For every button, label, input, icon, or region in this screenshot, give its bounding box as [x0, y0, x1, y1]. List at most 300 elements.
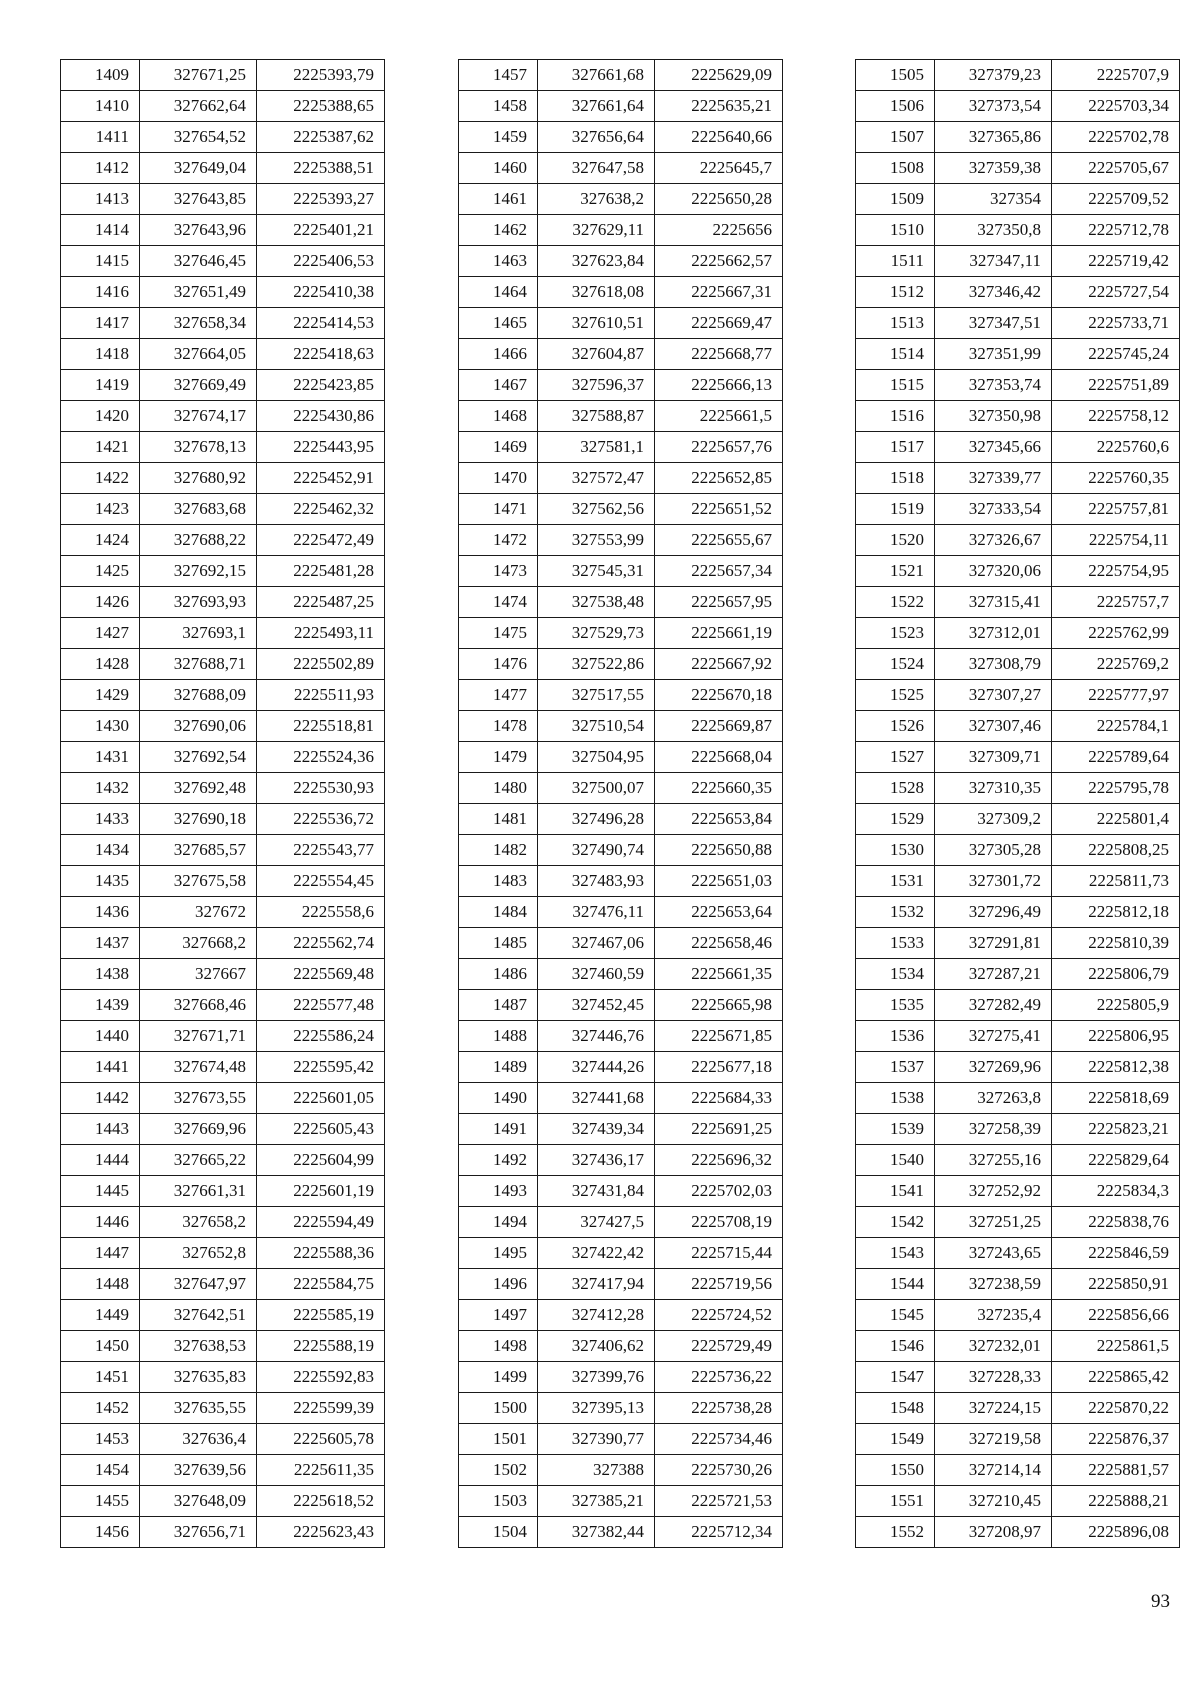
point-number-cell: 1517	[856, 432, 935, 463]
table-row	[459, 959, 783, 990]
x-coordinate-cell: 327255,16	[935, 1145, 1052, 1176]
point-number-cell: 1548	[856, 1393, 935, 1424]
x-coordinate-cell: 327636,4	[140, 1424, 257, 1455]
table-row	[856, 1021, 1180, 1052]
table-row	[856, 122, 1180, 153]
y-coordinate-cell: 2225757,81	[1052, 494, 1180, 525]
y-coordinate-cell: 2225806,95	[1052, 1021, 1180, 1052]
y-coordinate-cell: 2225691,25	[655, 1114, 783, 1145]
table-row	[459, 556, 783, 587]
point-number-cell: 1494	[459, 1207, 538, 1238]
x-coordinate-cell: 327232,01	[935, 1331, 1052, 1362]
y-coordinate-cell: 2225558,6	[257, 897, 385, 928]
x-coordinate-cell: 327661,31	[140, 1176, 257, 1207]
y-coordinate-cell: 2225511,93	[257, 680, 385, 711]
y-coordinate-cell: 2225452,91	[257, 463, 385, 494]
table-row	[61, 122, 385, 153]
point-number-cell: 1455	[61, 1486, 140, 1517]
y-coordinate-cell: 2225443,95	[257, 432, 385, 463]
point-number-cell: 1446	[61, 1207, 140, 1238]
y-coordinate-cell: 2225758,12	[1052, 401, 1180, 432]
table-row	[61, 1083, 385, 1114]
point-number-cell: 1414	[61, 215, 140, 246]
x-coordinate-cell: 327315,41	[935, 587, 1052, 618]
point-number-cell: 1421	[61, 432, 140, 463]
table-row	[459, 1486, 783, 1517]
y-coordinate-cell: 2225530,93	[257, 773, 385, 804]
table-row	[61, 928, 385, 959]
y-coordinate-cell: 2225524,36	[257, 742, 385, 773]
x-coordinate-cell: 327307,27	[935, 680, 1052, 711]
point-number-cell: 1417	[61, 308, 140, 339]
x-coordinate-cell: 327690,18	[140, 804, 257, 835]
point-number-cell: 1473	[459, 556, 538, 587]
table-row	[856, 711, 1180, 742]
point-number-cell: 1485	[459, 928, 538, 959]
point-number-cell: 1431	[61, 742, 140, 773]
x-coordinate-cell: 327656,71	[140, 1517, 257, 1548]
y-coordinate-cell: 2225712,34	[655, 1517, 783, 1548]
table-row	[61, 649, 385, 680]
table-row	[61, 711, 385, 742]
x-coordinate-cell: 327224,15	[935, 1393, 1052, 1424]
table-row	[61, 184, 385, 215]
table-row	[459, 618, 783, 649]
x-coordinate-cell: 327431,84	[538, 1176, 655, 1207]
point-number-cell: 1477	[459, 680, 538, 711]
x-coordinate-cell: 327309,2	[935, 804, 1052, 835]
point-number-cell: 1441	[61, 1052, 140, 1083]
table-row	[856, 401, 1180, 432]
point-number-cell: 1418	[61, 339, 140, 370]
x-coordinate-cell: 327635,83	[140, 1362, 257, 1393]
point-number-cell: 1467	[459, 370, 538, 401]
x-coordinate-cell: 327214,14	[935, 1455, 1052, 1486]
table-row	[459, 773, 783, 804]
point-number-cell: 1523	[856, 618, 935, 649]
y-coordinate-cell: 2225734,46	[655, 1424, 783, 1455]
table-row	[856, 339, 1180, 370]
y-coordinate-cell: 2225806,79	[1052, 959, 1180, 990]
y-coordinate-cell: 2225661,5	[655, 401, 783, 432]
y-coordinate-cell: 2225584,75	[257, 1269, 385, 1300]
y-coordinate-cell: 2225401,21	[257, 215, 385, 246]
y-coordinate-cell: 2225671,85	[655, 1021, 783, 1052]
table-row	[61, 494, 385, 525]
y-coordinate-cell: 2225712,78	[1052, 215, 1180, 246]
y-coordinate-cell: 2225808,25	[1052, 835, 1180, 866]
y-coordinate-cell: 2225810,39	[1052, 928, 1180, 959]
y-coordinate-cell: 2225601,05	[257, 1083, 385, 1114]
point-number-cell: 1505	[856, 60, 935, 91]
x-coordinate-cell: 327693,1	[140, 618, 257, 649]
table-row	[459, 897, 783, 928]
table-row	[61, 1455, 385, 1486]
table-row	[459, 649, 783, 680]
point-number-cell: 1532	[856, 897, 935, 928]
y-coordinate-cell: 2225715,44	[655, 1238, 783, 1269]
x-coordinate-cell: 327446,76	[538, 1021, 655, 1052]
point-number-cell: 1423	[61, 494, 140, 525]
y-coordinate-cell: 2225418,63	[257, 339, 385, 370]
x-coordinate-cell: 327674,17	[140, 401, 257, 432]
y-coordinate-cell: 2225629,09	[655, 60, 783, 91]
point-number-cell: 1412	[61, 153, 140, 184]
point-number-cell: 1495	[459, 1238, 538, 1269]
y-coordinate-cell: 2225888,21	[1052, 1486, 1180, 1517]
x-coordinate-cell: 327339,77	[935, 463, 1052, 494]
x-coordinate-cell: 327529,73	[538, 618, 655, 649]
table-row	[459, 432, 783, 463]
table-row	[61, 215, 385, 246]
x-coordinate-cell: 327296,49	[935, 897, 1052, 928]
point-number-cell: 1476	[459, 649, 538, 680]
point-number-cell: 1534	[856, 959, 935, 990]
point-number-cell: 1518	[856, 463, 935, 494]
table-row	[856, 494, 1180, 525]
point-number-cell: 1427	[61, 618, 140, 649]
table-row	[856, 556, 1180, 587]
table-row	[61, 1362, 385, 1393]
y-coordinate-cell: 2225707,9	[1052, 60, 1180, 91]
y-coordinate-cell: 2225588,36	[257, 1238, 385, 1269]
x-coordinate-cell: 327395,13	[538, 1393, 655, 1424]
x-coordinate-cell: 327638,2	[538, 184, 655, 215]
point-number-cell: 1447	[61, 1238, 140, 1269]
x-coordinate-cell: 327291,81	[935, 928, 1052, 959]
table-row	[856, 742, 1180, 773]
point-number-cell: 1506	[856, 91, 935, 122]
x-coordinate-cell: 327359,38	[935, 153, 1052, 184]
table-row	[856, 959, 1180, 990]
x-coordinate-cell: 327310,35	[935, 773, 1052, 804]
table-row	[459, 1424, 783, 1455]
table-row	[61, 680, 385, 711]
point-number-cell: 1465	[459, 308, 538, 339]
x-coordinate-cell: 327690,06	[140, 711, 257, 742]
x-coordinate-cell: 327210,45	[935, 1486, 1052, 1517]
x-coordinate-cell: 327664,05	[140, 339, 257, 370]
table-row	[856, 1424, 1180, 1455]
table-row	[856, 618, 1180, 649]
y-coordinate-cell: 2225668,04	[655, 742, 783, 773]
y-coordinate-cell: 2225760,6	[1052, 432, 1180, 463]
table-row	[856, 1393, 1180, 1424]
table-row	[459, 587, 783, 618]
x-coordinate-cell: 327388	[538, 1455, 655, 1486]
point-number-cell: 1484	[459, 897, 538, 928]
x-coordinate-cell: 327656,64	[538, 122, 655, 153]
point-number-cell: 1464	[459, 277, 538, 308]
x-coordinate-cell: 327436,17	[538, 1145, 655, 1176]
point-number-cell: 1410	[61, 91, 140, 122]
y-coordinate-cell: 2225818,69	[1052, 1083, 1180, 1114]
point-number-cell: 1478	[459, 711, 538, 742]
point-number-cell: 1503	[459, 1486, 538, 1517]
x-coordinate-cell: 327510,54	[538, 711, 655, 742]
y-coordinate-cell: 2225703,34	[1052, 91, 1180, 122]
y-coordinate-cell: 2225481,28	[257, 556, 385, 587]
point-number-cell: 1463	[459, 246, 538, 277]
table-row	[459, 215, 783, 246]
point-number-cell: 1497	[459, 1300, 538, 1331]
x-coordinate-cell: 327320,06	[935, 556, 1052, 587]
point-number-cell: 1425	[61, 556, 140, 587]
y-coordinate-cell: 2225658,46	[655, 928, 783, 959]
table-row	[61, 1238, 385, 1269]
table-row	[459, 1393, 783, 1424]
y-coordinate-cell: 2225650,28	[655, 184, 783, 215]
x-coordinate-cell: 327692,15	[140, 556, 257, 587]
table-row	[459, 401, 783, 432]
table-row	[856, 1238, 1180, 1269]
x-coordinate-cell: 327643,85	[140, 184, 257, 215]
point-number-cell: 1546	[856, 1331, 935, 1362]
x-coordinate-cell: 327345,66	[935, 432, 1052, 463]
table-row	[61, 463, 385, 494]
y-coordinate-cell: 2225388,65	[257, 91, 385, 122]
point-number-cell: 1513	[856, 308, 935, 339]
table-row	[61, 1176, 385, 1207]
x-coordinate-cell: 327441,68	[538, 1083, 655, 1114]
x-coordinate-cell: 327688,22	[140, 525, 257, 556]
point-number-cell: 1550	[856, 1455, 935, 1486]
x-coordinate-cell: 327562,56	[538, 494, 655, 525]
point-number-cell: 1507	[856, 122, 935, 153]
x-coordinate-cell: 327688,71	[140, 649, 257, 680]
point-number-cell: 1496	[459, 1269, 538, 1300]
point-number-cell: 1545	[856, 1300, 935, 1331]
y-coordinate-cell: 2225662,57	[655, 246, 783, 277]
x-coordinate-cell: 327354	[935, 184, 1052, 215]
table-row	[856, 773, 1180, 804]
x-coordinate-cell: 327669,96	[140, 1114, 257, 1145]
y-coordinate-cell: 2225423,85	[257, 370, 385, 401]
x-coordinate-cell: 327647,97	[140, 1269, 257, 1300]
point-number-cell: 1547	[856, 1362, 935, 1393]
table-row	[459, 1455, 783, 1486]
table-row	[61, 990, 385, 1021]
point-number-cell: 1522	[856, 587, 935, 618]
table-row	[459, 804, 783, 835]
table-row	[856, 649, 1180, 680]
table-row	[856, 277, 1180, 308]
point-number-cell: 1411	[61, 122, 140, 153]
x-coordinate-cell: 327658,34	[140, 308, 257, 339]
table-row	[459, 153, 783, 184]
table-row	[61, 60, 385, 91]
point-number-cell: 1457	[459, 60, 538, 91]
y-coordinate-cell: 2225829,64	[1052, 1145, 1180, 1176]
point-number-cell: 1458	[459, 91, 538, 122]
x-coordinate-cell: 327678,13	[140, 432, 257, 463]
y-coordinate-cell: 2225387,62	[257, 122, 385, 153]
x-coordinate-cell: 327476,11	[538, 897, 655, 928]
y-coordinate-cell: 2225846,59	[1052, 1238, 1180, 1269]
table-row	[459, 370, 783, 401]
point-number-cell: 1538	[856, 1083, 935, 1114]
table-row	[459, 277, 783, 308]
table-row	[459, 1176, 783, 1207]
table-row	[459, 1083, 783, 1114]
x-coordinate-cell: 327623,84	[538, 246, 655, 277]
y-coordinate-cell: 2225661,35	[655, 959, 783, 990]
x-coordinate-cell: 327309,71	[935, 742, 1052, 773]
table-row	[856, 1362, 1180, 1393]
table-row	[459, 866, 783, 897]
y-coordinate-cell: 2225801,4	[1052, 804, 1180, 835]
y-coordinate-cell: 2225569,48	[257, 959, 385, 990]
table-row	[61, 91, 385, 122]
point-number-cell: 1481	[459, 804, 538, 835]
y-coordinate-cell: 2225668,77	[655, 339, 783, 370]
y-coordinate-cell: 2225655,67	[655, 525, 783, 556]
y-coordinate-cell: 2225708,19	[655, 1207, 783, 1238]
x-coordinate-cell: 327643,96	[140, 215, 257, 246]
table-row	[856, 1517, 1180, 1548]
table-row	[61, 773, 385, 804]
point-number-cell: 1451	[61, 1362, 140, 1393]
table-row	[856, 308, 1180, 339]
y-coordinate-cell: 2225684,33	[655, 1083, 783, 1114]
point-number-cell: 1461	[459, 184, 538, 215]
y-coordinate-cell: 2225870,22	[1052, 1393, 1180, 1424]
table-row	[856, 680, 1180, 711]
point-number-cell: 1536	[856, 1021, 935, 1052]
point-number-cell: 1540	[856, 1145, 935, 1176]
table-row	[856, 1083, 1180, 1114]
point-number-cell: 1474	[459, 587, 538, 618]
point-number-cell: 1475	[459, 618, 538, 649]
table-row	[61, 1486, 385, 1517]
table-row	[61, 804, 385, 835]
x-coordinate-cell: 327353,74	[935, 370, 1052, 401]
x-coordinate-cell: 327651,49	[140, 277, 257, 308]
y-coordinate-cell: 2225388,51	[257, 153, 385, 184]
y-coordinate-cell: 2225462,32	[257, 494, 385, 525]
point-number-cell: 1444	[61, 1145, 140, 1176]
y-coordinate-cell: 2225745,24	[1052, 339, 1180, 370]
point-number-cell: 1445	[61, 1176, 140, 1207]
y-coordinate-cell: 2225789,64	[1052, 742, 1180, 773]
y-coordinate-cell: 2225838,76	[1052, 1207, 1180, 1238]
x-coordinate-cell: 327692,54	[140, 742, 257, 773]
table-row	[459, 525, 783, 556]
x-coordinate-cell: 327618,08	[538, 277, 655, 308]
x-coordinate-cell: 327652,8	[140, 1238, 257, 1269]
y-coordinate-cell: 2225406,53	[257, 246, 385, 277]
x-coordinate-cell: 327683,68	[140, 494, 257, 525]
point-number-cell: 1516	[856, 401, 935, 432]
point-number-cell: 1537	[856, 1052, 935, 1083]
y-coordinate-cell: 2225865,42	[1052, 1362, 1180, 1393]
y-coordinate-cell: 2225667,92	[655, 649, 783, 680]
table-row	[61, 401, 385, 432]
point-number-cell: 1442	[61, 1083, 140, 1114]
y-coordinate-cell: 2225669,47	[655, 308, 783, 339]
y-coordinate-cell: 2225729,49	[655, 1331, 783, 1362]
x-coordinate-cell: 327610,51	[538, 308, 655, 339]
table-row	[459, 1021, 783, 1052]
x-coordinate-cell: 327671,71	[140, 1021, 257, 1052]
y-coordinate-cell: 2225599,39	[257, 1393, 385, 1424]
coordinate-table-3	[855, 59, 1180, 1548]
point-number-cell: 1413	[61, 184, 140, 215]
y-coordinate-cell: 2225656	[655, 215, 783, 246]
x-coordinate-cell: 327668,2	[140, 928, 257, 959]
point-number-cell: 1509	[856, 184, 935, 215]
point-number-cell: 1483	[459, 866, 538, 897]
table-row	[856, 184, 1180, 215]
point-number-cell: 1435	[61, 866, 140, 897]
table-row	[459, 1207, 783, 1238]
point-number-cell: 1416	[61, 277, 140, 308]
point-number-cell: 1531	[856, 866, 935, 897]
y-coordinate-cell: 2225751,89	[1052, 370, 1180, 401]
y-coordinate-cell: 2225661,19	[655, 618, 783, 649]
x-coordinate-cell: 327517,55	[538, 680, 655, 711]
x-coordinate-cell: 327228,33	[935, 1362, 1052, 1393]
y-coordinate-cell: 2225834,3	[1052, 1176, 1180, 1207]
table-row	[61, 1145, 385, 1176]
point-number-cell: 1453	[61, 1424, 140, 1455]
y-coordinate-cell: 2225657,34	[655, 556, 783, 587]
table-row	[459, 742, 783, 773]
table-row	[61, 153, 385, 184]
x-coordinate-cell: 327312,01	[935, 618, 1052, 649]
x-coordinate-cell: 327350,98	[935, 401, 1052, 432]
point-number-cell: 1466	[459, 339, 538, 370]
x-coordinate-cell: 327596,37	[538, 370, 655, 401]
point-number-cell: 1424	[61, 525, 140, 556]
x-coordinate-cell: 327522,86	[538, 649, 655, 680]
x-coordinate-cell: 327483,93	[538, 866, 655, 897]
table-row	[459, 91, 783, 122]
y-coordinate-cell: 2225592,83	[257, 1362, 385, 1393]
point-number-cell: 1432	[61, 773, 140, 804]
y-coordinate-cell: 2225881,57	[1052, 1455, 1180, 1486]
y-coordinate-cell: 2225410,38	[257, 277, 385, 308]
x-coordinate-cell: 327412,28	[538, 1300, 655, 1331]
table-row	[856, 1269, 1180, 1300]
y-coordinate-cell: 2225430,86	[257, 401, 385, 432]
point-number-cell: 1452	[61, 1393, 140, 1424]
y-coordinate-cell: 2225605,43	[257, 1114, 385, 1145]
y-coordinate-cell: 2225876,37	[1052, 1424, 1180, 1455]
x-coordinate-cell: 327572,47	[538, 463, 655, 494]
table-row	[61, 742, 385, 773]
table-row	[459, 339, 783, 370]
point-number-cell: 1450	[61, 1331, 140, 1362]
x-coordinate-cell: 327680,92	[140, 463, 257, 494]
point-number-cell: 1525	[856, 680, 935, 711]
y-coordinate-cell: 2225754,11	[1052, 525, 1180, 556]
x-coordinate-cell: 327500,07	[538, 773, 655, 804]
table-row	[856, 215, 1180, 246]
point-number-cell: 1552	[856, 1517, 935, 1548]
point-number-cell: 1508	[856, 153, 935, 184]
point-number-cell: 1493	[459, 1176, 538, 1207]
x-coordinate-cell: 327654,52	[140, 122, 257, 153]
x-coordinate-cell: 327661,68	[538, 60, 655, 91]
point-number-cell: 1501	[459, 1424, 538, 1455]
x-coordinate-cell: 327219,58	[935, 1424, 1052, 1455]
table-row	[459, 835, 783, 866]
y-coordinate-cell: 2225393,27	[257, 184, 385, 215]
point-number-cell: 1514	[856, 339, 935, 370]
x-coordinate-cell: 327251,25	[935, 1207, 1052, 1238]
point-number-cell: 1448	[61, 1269, 140, 1300]
